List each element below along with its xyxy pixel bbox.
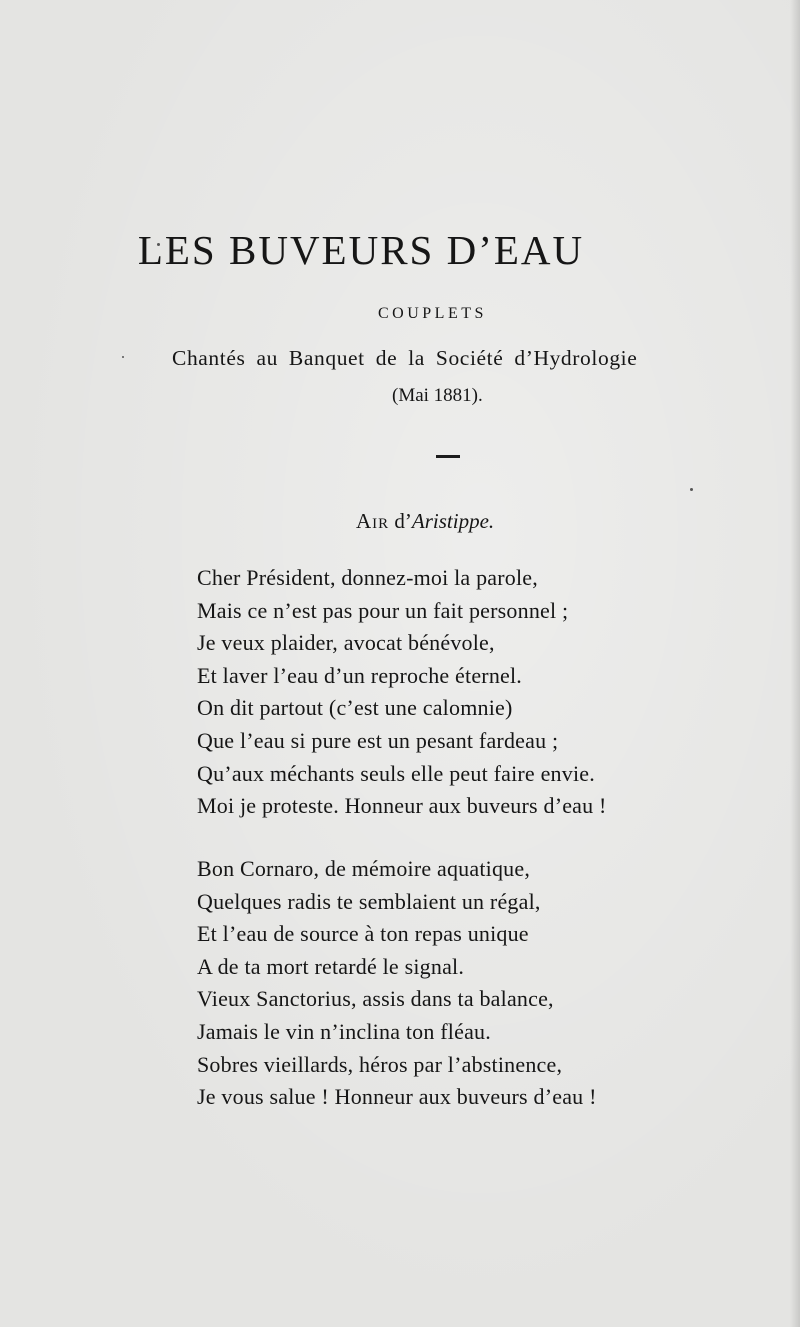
poem-subtitle: COUPLETS xyxy=(378,305,487,322)
verse-line: Sobres vieillards, héros par l’abstinence, xyxy=(197,1051,563,1077)
verse-line: Jamais le vin n’inclina ton fléau. xyxy=(197,1018,491,1044)
verse-line: Qu’aux méchants seuls elle peut faire envie. xyxy=(197,760,595,786)
verse-line: Bon Cornaro, de mémoire aquatique, xyxy=(197,856,531,881)
verse-line: Je veux plaider, avocat bénévole, xyxy=(197,630,495,656)
section-rule xyxy=(436,455,460,458)
verse-line: Et laver l’eau d’un reproche éternel. xyxy=(197,662,523,688)
verse-line: Et l’eau de source à ton repas unique xyxy=(197,921,529,947)
stanza-2 xyxy=(197,853,597,1114)
tune-prefix: Air xyxy=(356,509,390,533)
occasion-line: Chantés au Banquet de la Société d’Hydrologie xyxy=(172,346,638,370)
verse-line: On dit partout (c’est une calomnie) xyxy=(197,695,513,721)
poem-title: LES BUVEURS D’EAU xyxy=(137,227,585,273)
verse-line: Moi je proteste. Honneur aux buveurs d’eau ! xyxy=(197,793,607,819)
tune-indication xyxy=(356,511,494,532)
verse-line: A de ta mort retardé le signal. xyxy=(197,953,465,979)
verse-line: Vieux Sanctorius, assis dans ta balance, xyxy=(197,986,554,1012)
print-speck xyxy=(122,356,124,358)
verse-line: Je vous salue ! Honneur aux buveurs d’eau ! xyxy=(197,1084,597,1110)
print-speck xyxy=(690,488,693,491)
tune-name: Aristippe. xyxy=(411,509,495,533)
verse-line: Quelques radis te semblaient un régal, xyxy=(197,888,541,914)
page-edge-shadow xyxy=(790,0,800,1327)
stanza-1 xyxy=(197,562,607,823)
verse-line: Que l’eau si pure est un pesant fardeau ; xyxy=(197,727,559,753)
verse-line: Mais ce n’est pas pour un fait personnel ; xyxy=(197,597,569,623)
date-line: (Mai 1881). xyxy=(392,385,483,406)
verse-line: Cher Président, donnez-moi la parole, xyxy=(197,565,538,590)
tune-connector: d’ xyxy=(394,509,412,533)
